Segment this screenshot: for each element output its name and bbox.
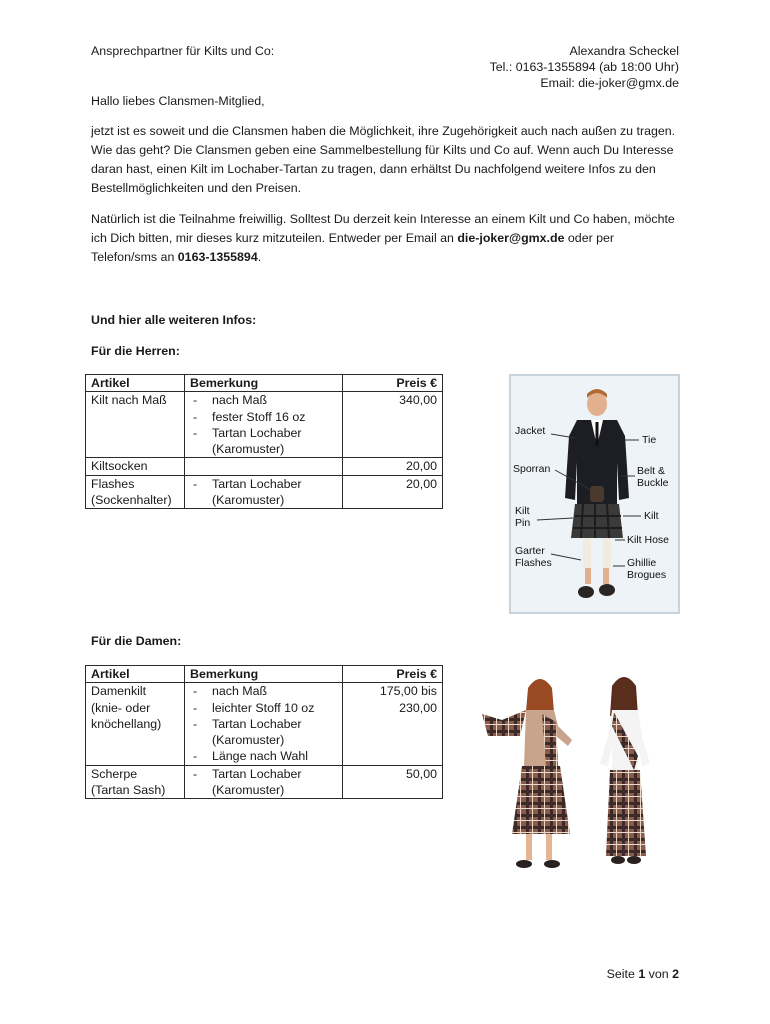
cell-bemerkung <box>185 765 343 799</box>
herren-kilt-photo <box>509 374 680 614</box>
column-header-preis: Preis € <box>343 375 443 392</box>
paragraph-participation-end: . <box>257 250 262 264</box>
cell-preis: 340,00 <box>343 392 443 458</box>
column-header-artikel: Artikel <box>86 666 185 683</box>
label-garter-1: Garter <box>515 545 545 557</box>
cell-artikel: Scherpe (Tartan Sash) <box>86 765 185 799</box>
page-middle: von <box>645 967 673 981</box>
table-row <box>86 458 443 475</box>
greeting: Hallo liebes Clansmen-Mitglied, <box>91 94 265 108</box>
paragraph-participation-mid: oder per Telefon/sms an <box>91 231 615 264</box>
remark-item: - nach Maß <box>190 392 337 408</box>
damen-price-table <box>85 665 443 799</box>
contact-label: Ansprechpartner für Kilts und Co: <box>91 44 275 58</box>
contact-name: Alexandra Scheckel <box>569 44 679 58</box>
women-in-kilts-illustration <box>462 666 680 880</box>
label-belt: Belt & <box>637 465 666 477</box>
damen-kilt-photo <box>462 666 680 880</box>
remark-item: - leichter Stoff 10 oz <box>190 700 337 716</box>
column-header-bemerkung: Bemerkung <box>185 666 343 683</box>
remark-list <box>190 476 337 509</box>
paragraph-participation <box>91 210 681 267</box>
column-header-bemerkung: Bemerkung <box>185 375 343 392</box>
cell-preis: 50,00 <box>343 765 443 799</box>
contact-block <box>490 43 679 91</box>
remark-item: - nach Maß <box>190 683 337 699</box>
remark-list <box>190 683 337 764</box>
cell-artikel: Kiltsocken <box>86 458 185 475</box>
label-kilt: Kilt <box>644 510 659 522</box>
table-header-row <box>86 666 443 683</box>
cell-artikel: Damenkilt (knie- oder knöchellang) <box>86 683 185 765</box>
remark-item: - Tartan Lochaber (Karomuster) <box>190 425 337 458</box>
label-ghillie-1: Ghillie <box>627 557 657 569</box>
remark-list <box>190 766 337 799</box>
table-row <box>86 392 443 458</box>
damen-heading: Für die Damen: <box>91 634 182 648</box>
cell-preis: 20,00 <box>343 458 443 475</box>
label-kilt-pin-1: Kilt <box>515 505 530 517</box>
remark-item: - Tartan Lochaber (Karomuster) <box>190 766 337 799</box>
label-ghillie-2: Brogues <box>627 569 667 581</box>
cell-bemerkung <box>185 475 343 509</box>
table-header-row <box>86 375 443 392</box>
herren-heading: Für die Herren: <box>91 344 180 358</box>
herren-table-body <box>86 392 443 509</box>
cell-artikel: Flashes (Sockenhalter) <box>86 475 185 509</box>
remark-item: - Tartan Lochaber (Karomuster) <box>190 476 337 509</box>
page-prefix: Seite <box>606 967 639 981</box>
page-current: 1 <box>638 967 646 981</box>
cell-preis: 175,00 bis 230,00 <box>343 683 443 765</box>
herren-price-table <box>85 374 443 509</box>
page-number <box>607 966 679 982</box>
paragraph-intro: jetzt ist es soweit und die Clansmen haben die Möglichkeit, ihre Zugehörigkeit auch nach außen zu tragen. Wie das geht? Die Clansmen geben eine Sammelbestellung für Kilts und Co auf. Wenn auch Du Interesse daran hast, einen Kilt im Lochaber-Tartan zu tragen, dann erhältst Du nachfolgend weitere Infos zu den Bestellmöglichkeiten und den Preisen. <box>91 124 676 195</box>
remark-item: - fester Stoff 16 oz <box>190 409 337 425</box>
label-buckle: Buckle <box>637 477 669 489</box>
page-total: 2 <box>672 967 679 981</box>
contact-phone: Tel.: 0163-1355894 (ab 18:00 Uhr) <box>489 60 679 74</box>
column-header-preis: Preis € <box>343 666 443 683</box>
cell-preis: 20,00 <box>343 475 443 509</box>
cell-bemerkung <box>185 683 343 765</box>
man-in-kilt-illustration <box>511 376 678 612</box>
contact-phone-number: 0163-1355894 <box>177 250 258 264</box>
contact-email-link[interactable]: die-joker@gmx.de <box>457 231 565 245</box>
cell-bemerkung <box>185 458 343 475</box>
infos-heading: Und hier alle weiteren Infos: <box>91 313 257 327</box>
table-row <box>86 683 443 765</box>
remark-item: - Tartan Lochaber (Karomuster) <box>190 716 337 749</box>
label-kilt-hose: Kilt Hose <box>627 534 670 546</box>
remark-list <box>190 392 337 457</box>
remark-item: - Länge nach Wahl <box>190 748 337 764</box>
column-header-artikel: Artikel <box>86 375 185 392</box>
label-garter-2: Flashes <box>515 557 552 569</box>
damen-table-body <box>86 683 443 799</box>
label-jacket: Jacket <box>515 425 546 437</box>
paragraph-participation-text: Natürlich ist die Teilnahme freiwillig. Solltest Du derzeit kein Interesse an einem Kilt und Co haben, möchte ich Dich bitten, mir dieses kurz mitzuteilen. Entweder per Email an <box>91 212 675 245</box>
cell-bemerkung <box>185 392 343 458</box>
label-sporran: Sporran <box>513 463 551 475</box>
label-kilt-pin-2: Pin <box>515 517 531 529</box>
table-row <box>86 765 443 799</box>
contact-email: Email: die-joker@gmx.de <box>540 76 679 90</box>
label-tie: Tie <box>642 434 657 446</box>
cell-artikel: Kilt nach Maß <box>86 392 185 458</box>
table-row <box>86 475 443 509</box>
